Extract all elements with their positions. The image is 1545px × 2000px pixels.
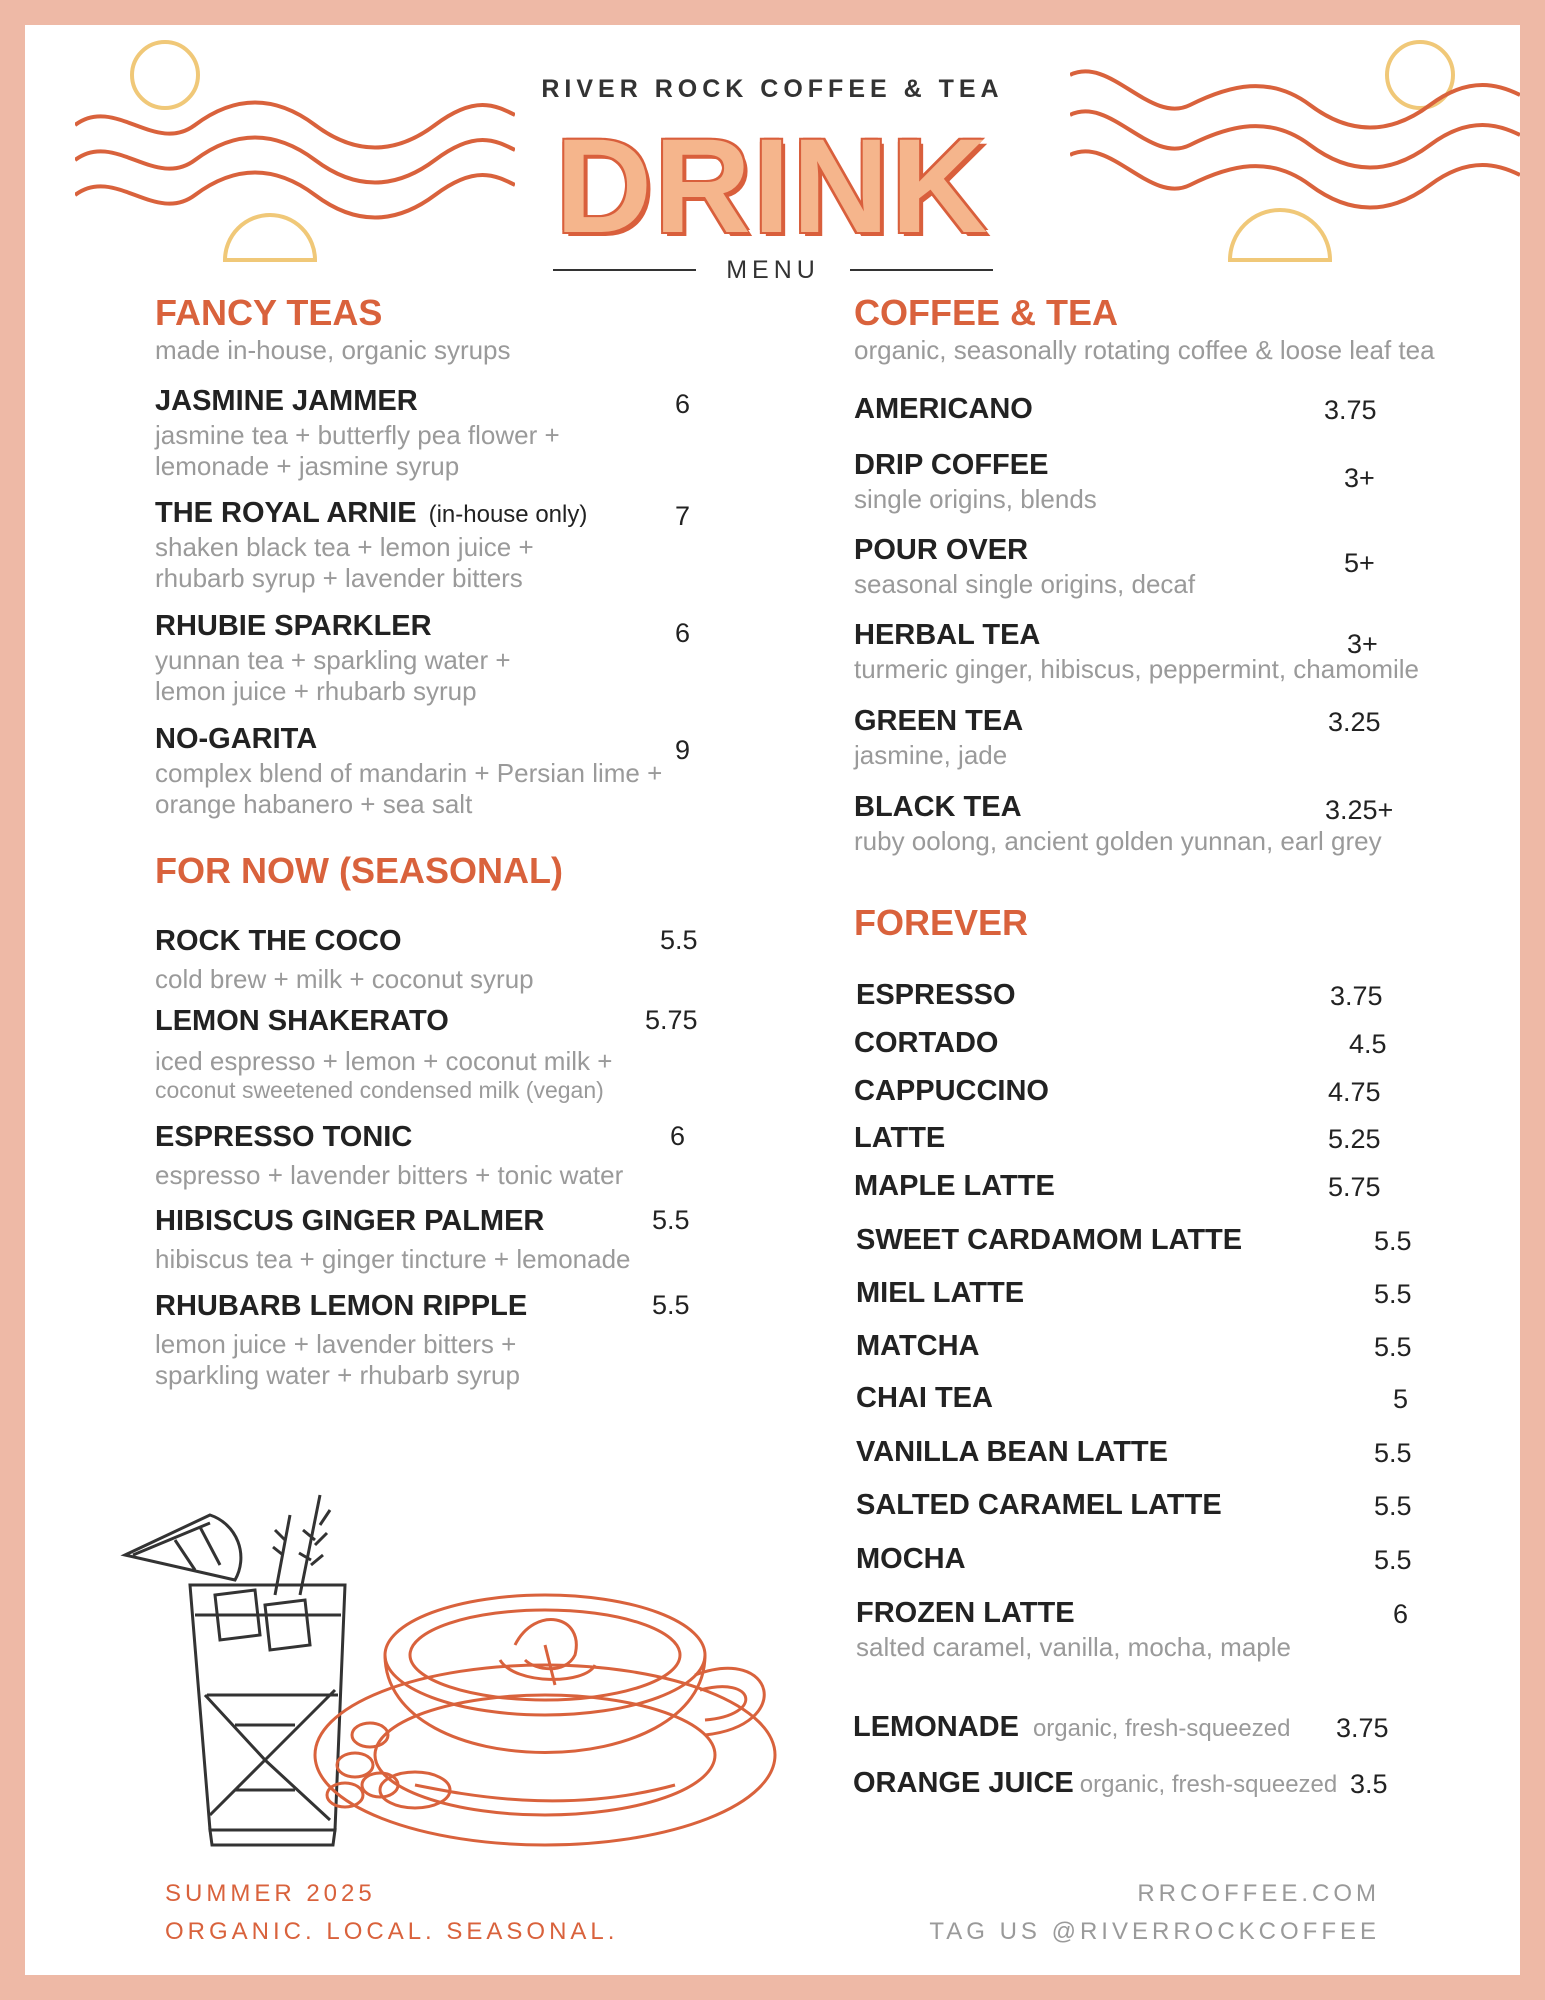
item-price: 5.5	[1374, 1491, 1412, 1521]
item-desc: hibiscus tea + ginger tincture + lemonade	[155, 1244, 631, 1274]
item-price: 3.75	[1324, 395, 1377, 425]
item-price: 9	[675, 735, 691, 765]
item-price: 3.25	[1328, 707, 1381, 737]
item-name: MAPLE LATTE	[854, 1170, 1055, 1202]
menu-item	[854, 1122, 1414, 1155]
item-desc: iced espresso + lemon + coconut milk +	[155, 1046, 613, 1076]
item-desc: yunnan tea + sparkling water +	[155, 645, 511, 675]
forever-title: FOREVER	[854, 902, 1029, 943]
item-desc: cold brew + milk + coconut syrup	[155, 964, 534, 994]
item-name: RHUBIE SPARKLER	[155, 610, 432, 642]
item-name: CAPPUCCINO	[854, 1075, 1049, 1107]
item-price: 5.5	[1374, 1332, 1412, 1362]
menu-item	[856, 1382, 1416, 1415]
item-name: MATCHA	[856, 1330, 980, 1362]
item-price: 7	[675, 501, 691, 531]
item-price: 3+	[1347, 629, 1378, 659]
item-price: 3.25+	[1325, 795, 1394, 825]
coffee-cup-icon	[315, 1595, 775, 1845]
item-desc: single origins, blends	[854, 484, 1097, 514]
item-price: 5.5	[652, 1205, 690, 1235]
item-desc: seasonal single origins, decaf	[854, 569, 1196, 599]
item-name: JASMINE JAMMER	[155, 385, 418, 417]
item-price: 6	[675, 618, 691, 648]
item-desc: jasmine, jade	[854, 740, 1008, 770]
fancy-teas-title: FANCY TEAS	[155, 292, 383, 333]
menu-item	[854, 1075, 1414, 1108]
item-name: FROZEN LATTE	[856, 1597, 1075, 1629]
menu-item	[856, 1224, 1416, 1257]
item-price: 5.5	[1374, 1545, 1412, 1575]
item-name: RHUBARB LEMON RIPPLE	[155, 1290, 528, 1322]
item-desc: jasmine tea + butterfly pea flower +	[155, 420, 560, 450]
item-price: 4.75	[1328, 1077, 1381, 1107]
item-name: MIEL LATTE	[856, 1277, 1025, 1309]
footer-right	[929, 1875, 1380, 1951]
item-name: ESPRESSO TONIC	[155, 1121, 413, 1153]
menu-subtitle-text: MENU	[726, 255, 820, 284]
item-name: VANILLA BEAN LATTE	[856, 1436, 1168, 1468]
menu-item	[854, 619, 1494, 685]
footer-season: SUMMER 2025	[165, 1880, 376, 1907]
menu-item	[155, 925, 735, 995]
menu-subtitle	[553, 250, 993, 290]
menu-item	[155, 723, 735, 820]
item-desc: coconut sweetened condensed milk (vegan)	[155, 1077, 604, 1103]
footer-website-link[interactable]: RRCOFFEE.COM	[1137, 1880, 1380, 1907]
item-name: LEMONADE	[853, 1711, 1019, 1743]
item-price: 3.75	[1336, 1713, 1389, 1743]
item-price: 5.5	[1374, 1279, 1412, 1309]
item-desc: ruby oolong, ancient golden yunnan, earl grey	[854, 826, 1382, 856]
seasonal-header	[155, 851, 563, 891]
fancy-teas-subtitle: made in-house, organic syrups	[155, 334, 511, 365]
footer-tagline: ORGANIC. LOCAL. SEASONAL.	[165, 1918, 619, 1945]
item-name: SALTED CARAMEL LATTE	[856, 1489, 1222, 1521]
item-price: 5	[1393, 1384, 1409, 1414]
footer-social-handle[interactable]: TAG US @RIVERROCKCOFFEE	[929, 1918, 1380, 1945]
seasonal-title: FOR NOW (SEASONAL)	[155, 850, 563, 891]
menu-item	[854, 705, 1454, 771]
menu-item	[155, 385, 715, 482]
item-price: 5.75	[1328, 1172, 1381, 1202]
item-desc: shaken black tea + lemon juice +	[155, 532, 534, 562]
item-desc: turmeric ginger, hibiscus, peppermint, chamomile	[854, 654, 1420, 684]
footer-left	[165, 1875, 618, 1951]
item-name: ORANGE JUICE	[853, 1767, 1074, 1799]
item-name: CORTADO	[854, 1027, 999, 1059]
menu-item	[856, 1277, 1416, 1310]
page-title: DRINK	[555, 112, 990, 261]
forever-header	[854, 903, 1028, 943]
menu-item	[856, 979, 1416, 1012]
item-price: 5+	[1344, 548, 1375, 578]
item-desc: rhubarb syrup + lavender bitters	[155, 563, 523, 593]
item-name: MOCHA	[856, 1543, 966, 1575]
menu-item	[856, 1436, 1416, 1469]
cocktail-glass-icon	[125, 1495, 345, 1845]
item-note: organic, fresh-squeezed	[1079, 1771, 1338, 1798]
item-desc: sparkling water + rhubarb syrup	[155, 1360, 520, 1390]
item-desc: salted caramel, vanilla, mocha, maple	[856, 1632, 1291, 1662]
item-name: HERBAL TEA	[854, 619, 1041, 651]
item-name: ROCK THE COCO	[155, 925, 402, 957]
item-name: THE ROYAL ARNIE	[155, 497, 417, 529]
brand-name: RIVER ROCK COFFEE & TEA	[541, 75, 1004, 103]
item-price: 5.25	[1328, 1124, 1381, 1154]
item-price: 5.5	[652, 1290, 690, 1320]
item-name: LATTE	[854, 1122, 946, 1154]
item-price: 5.5	[660, 925, 698, 955]
menu-item	[155, 1005, 735, 1103]
item-note: (in-house only)	[428, 501, 588, 528]
item-name: CHAI TEA	[856, 1382, 993, 1414]
menu-item	[853, 1711, 1453, 1744]
item-name: HIBISCUS GINGER PALMER	[155, 1205, 545, 1237]
menu-item	[155, 497, 715, 594]
item-name: SWEET CARDAMOM LATTE	[856, 1224, 1243, 1256]
menu-item	[155, 1205, 755, 1275]
menu-item	[854, 449, 1454, 515]
item-desc: lemon juice + lavender bitters +	[155, 1329, 517, 1359]
menu-item	[856, 1543, 1416, 1576]
item-price: 6	[670, 1121, 686, 1151]
cocktail-and-coffee-illustration	[115, 1485, 805, 1865]
item-price: 3+	[1344, 463, 1375, 493]
item-name: LEMON SHAKERATO	[155, 1005, 449, 1037]
item-price: 3.75	[1330, 981, 1383, 1011]
item-desc: lemon juice + rhubarb syrup	[155, 676, 477, 706]
item-desc: espresso + lavender bitters + tonic water	[155, 1160, 624, 1190]
menu-item	[155, 1121, 735, 1191]
item-price: 6	[1393, 1599, 1409, 1629]
menu-item	[856, 1597, 1456, 1663]
coffee-tea-header	[854, 293, 1435, 366]
menu-item	[155, 610, 715, 707]
menu-item	[856, 1489, 1416, 1522]
menu-item	[856, 1330, 1416, 1363]
menu-item	[854, 1170, 1414, 1203]
item-price: 4.5	[1349, 1029, 1387, 1059]
fancy-teas-header	[155, 293, 511, 366]
item-price: 6	[675, 389, 691, 419]
menu-item	[854, 1027, 1414, 1060]
item-name: BLACK TEA	[854, 791, 1022, 823]
item-desc: orange habanero + sea salt	[155, 789, 473, 819]
item-name: POUR OVER	[854, 534, 1029, 566]
item-name: DRIP COFFEE	[854, 449, 1049, 481]
item-price: 5.5	[1374, 1226, 1412, 1256]
item-note: organic, fresh-squeezed	[1032, 1715, 1291, 1742]
menu-page	[25, 25, 1520, 1975]
item-desc: lemonade + jasmine syrup	[155, 451, 460, 481]
menu-item	[854, 393, 1454, 426]
item-price: 5.75	[645, 1005, 698, 1035]
menu-item	[155, 1290, 735, 1391]
item-desc: complex blend of mandarin + Persian lime +	[155, 758, 663, 788]
item-name: AMERICANO	[854, 393, 1033, 425]
coffee-tea-title: COFFEE & TEA	[854, 292, 1119, 333]
menu-item	[854, 534, 1454, 600]
item-price: 3.5	[1350, 1769, 1388, 1799]
coffee-tea-subtitle: organic, seasonally rotating coffee & loose leaf tea	[854, 334, 1435, 365]
item-name: GREEN TEA	[854, 705, 1024, 737]
item-price: 5.5	[1374, 1438, 1412, 1468]
menu-item	[853, 1767, 1453, 1800]
item-name: NO-GARITA	[155, 723, 318, 755]
item-name: ESPRESSO	[856, 979, 1016, 1011]
menu-item	[854, 791, 1494, 857]
